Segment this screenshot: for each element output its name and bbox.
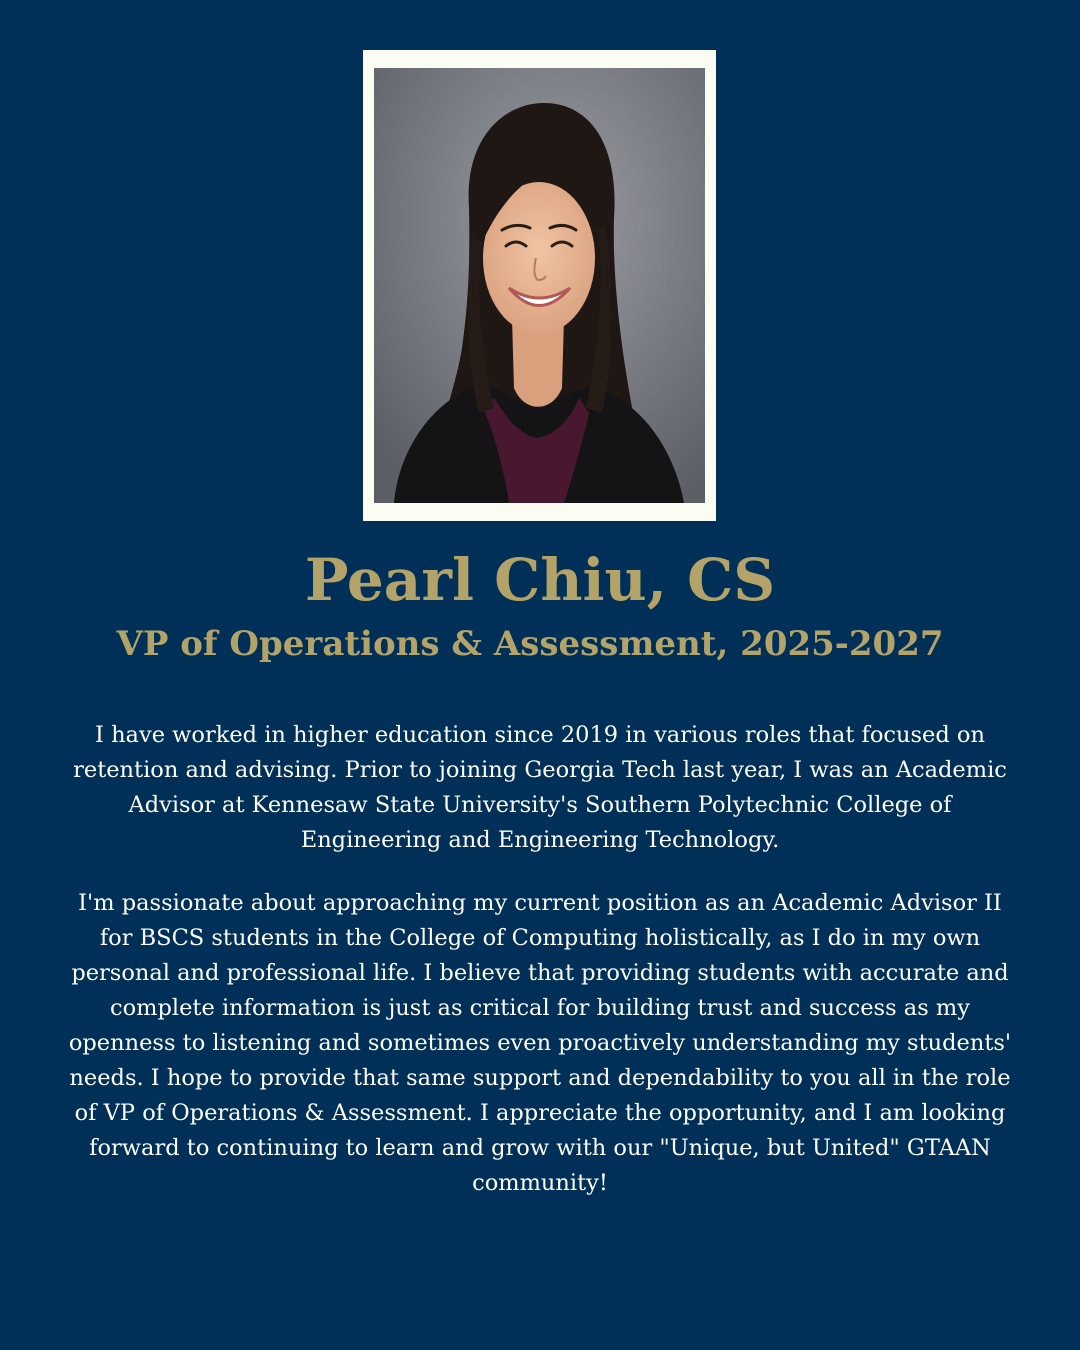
bio-paragraph-2: I'm passionate about approaching my current position as an Academic Advisor II for BSCS students in the College of Computing holistically, as I do in my own personal and professional life. I believe that providing students with accurate and complete information is just as critical for building trust and success as my openness to listening and sometimes even proactively understanding my students' needs. I hope to provide that same support and dependability to you all in the role of VP of Operations & Assessment. I appreciate the opportunity, and I am looking forward to continuing to learn and grow with our "Unique, but United" GTAAN community! bbox=[68, 890, 1012, 1196]
bio-paragraph-1: I have worked in higher education since 2019 in various roles that focused on retention and advising. Prior to joining Georgia Tech last year, I was an Academic Advisor at Kennesaw State University's Southern Polytechnic College of Engineering and Engineering Technology. bbox=[73, 722, 1007, 853]
photo-frame bbox=[363, 50, 716, 521]
portrait-illustration bbox=[374, 68, 705, 503]
role-title: VP of Operations & Assessment, 2025-2027 bbox=[116, 624, 944, 664]
profile-photo bbox=[374, 68, 705, 503]
person-name: Pearl Chiu, CS bbox=[304, 546, 776, 614]
